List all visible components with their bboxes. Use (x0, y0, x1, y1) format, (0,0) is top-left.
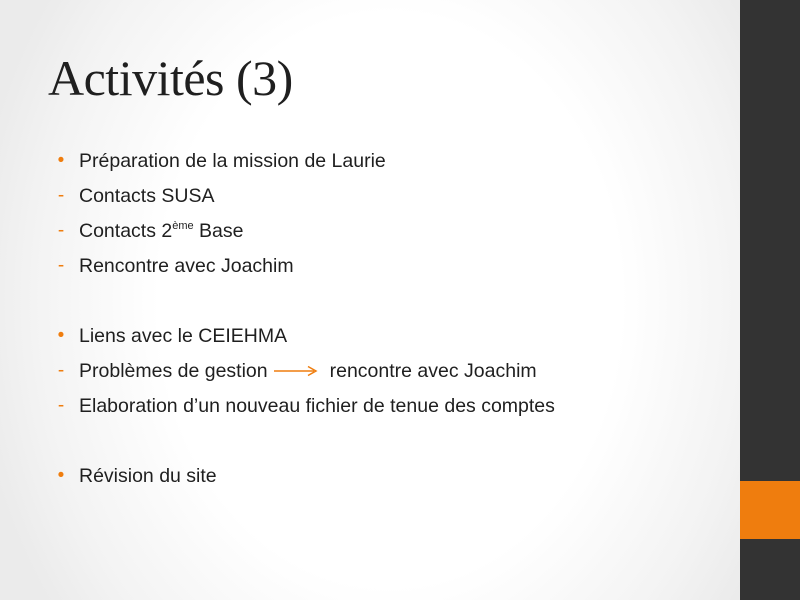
dash-marker: - (57, 220, 65, 241)
list-item-text: Contacts SUSA (79, 185, 215, 207)
list-item (0, 216, 700, 246)
list-item-text (79, 356, 537, 386)
bullet-marker: • (57, 465, 65, 486)
list-item-text: Rencontre avec Joachim (79, 255, 294, 277)
list-item (0, 251, 700, 281)
slide-title: Activités (3) (48, 50, 293, 106)
dash-marker: - (57, 185, 65, 206)
dash-marker: - (57, 255, 65, 276)
list-item-text: Révision du site (79, 465, 217, 487)
dash-marker: - (57, 395, 65, 416)
text-before-superscript: Contacts 2 (79, 220, 173, 242)
list-item (0, 461, 700, 491)
right-arrow-icon (274, 364, 318, 378)
list-item-text (79, 216, 244, 249)
bullet-marker: • (57, 150, 65, 171)
list-item-text: Elaboration d’un nouveau fichier de tenue des comptes (79, 395, 555, 417)
text-after-superscript: Base (193, 220, 244, 242)
list-item (0, 146, 700, 176)
list-item (0, 391, 700, 421)
bullet-marker: • (57, 325, 65, 346)
list-item (0, 181, 700, 211)
list-item (0, 321, 700, 351)
side-accent-block (740, 481, 800, 539)
list-item-text: Liens avec le CEIEHMA (79, 325, 288, 347)
dash-marker: - (57, 360, 65, 381)
list-item-text: Préparation de la mission de Laurie (79, 150, 386, 172)
text-after-arrow: rencontre avec Joachim (329, 360, 537, 382)
superscript: ème (172, 220, 194, 232)
text-before-arrow: Problèmes de gestion (79, 360, 268, 382)
list-item (0, 356, 700, 386)
